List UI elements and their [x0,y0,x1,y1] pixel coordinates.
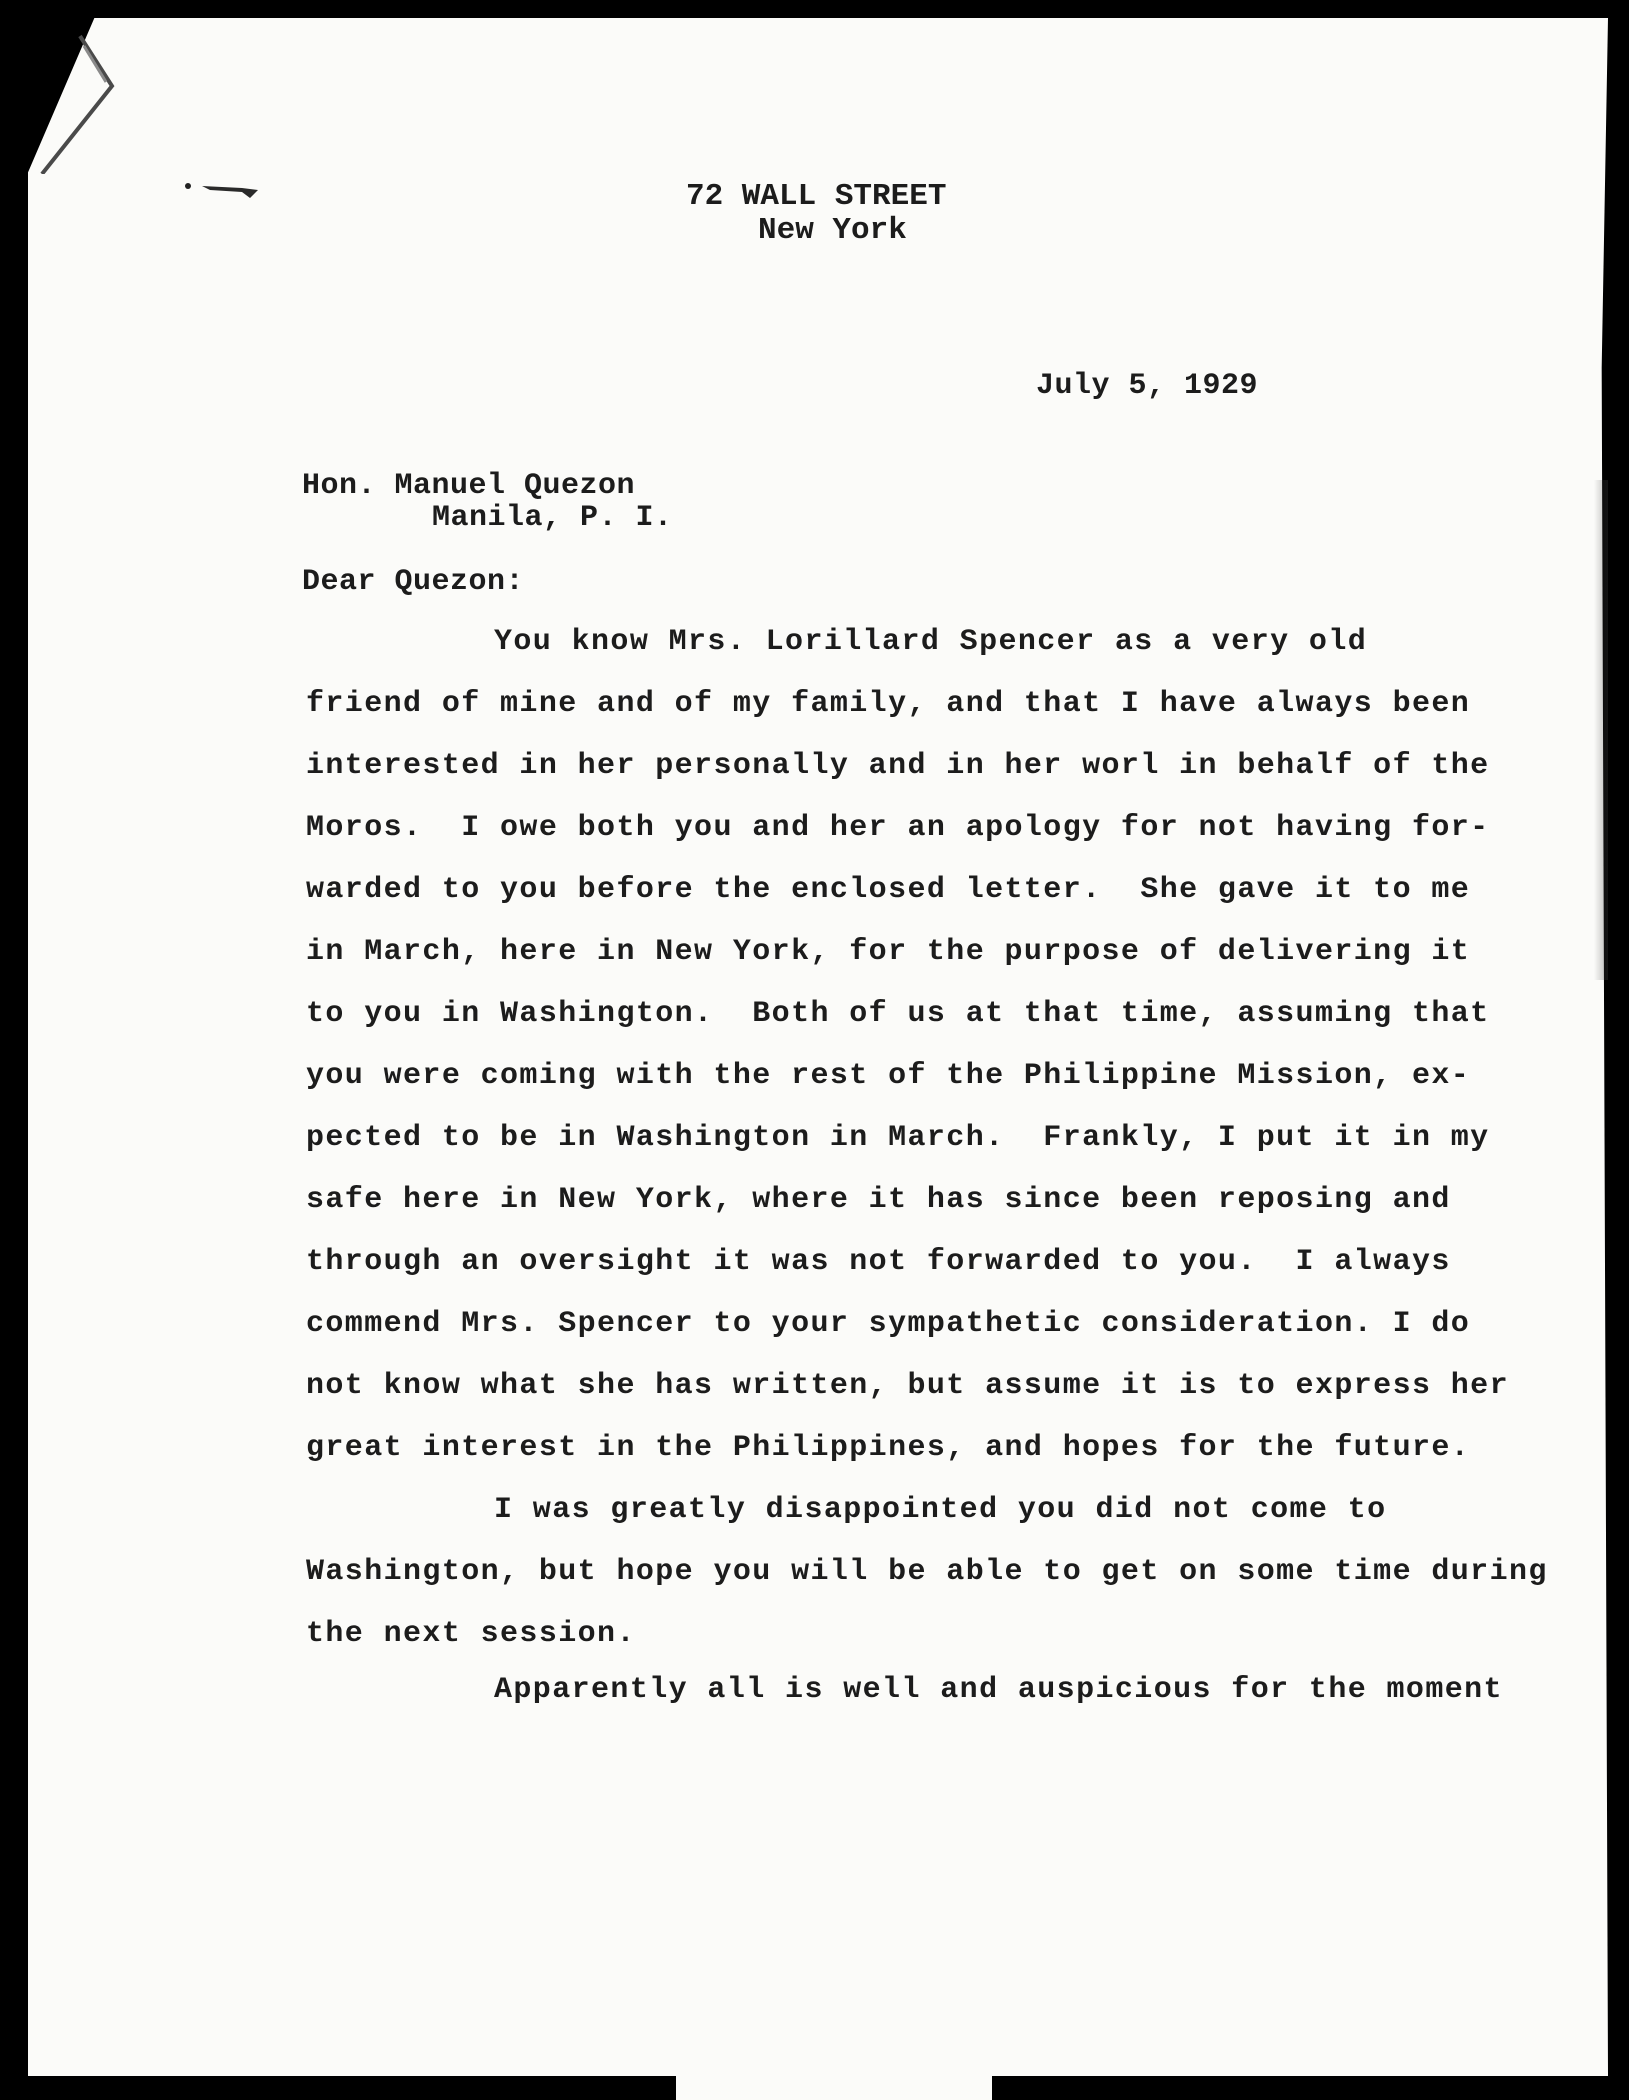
letterhead-street: 72 WALL STREET [686,179,947,214]
letterhead-city: New York [758,213,907,248]
ink-smudge [180,180,270,202]
body-line: through an oversight it was not forwarded to you. I always [306,1245,1451,1279]
body-line: to you in Washington. Both of us at that time, assuming that [306,997,1490,1031]
body-line: You know Mrs. Lorillard Spencer as a very old [494,625,1368,659]
letterhead [686,180,966,248]
letter-date: July 5, 1929 [1036,369,1259,403]
archive-label-tab [676,2070,992,2100]
page-edge-shadow [1594,480,1608,980]
body-line: I was greatly disappointed you did not come to [494,1493,1387,1527]
body-line: interested in her personally and in her worl in behalf of the [306,749,1490,783]
body-line: great interest in the Philippines, and hopes for the future. [306,1431,1471,1465]
body-line: in March, here in New York, for the purpose of delivering it [306,935,1471,969]
body-line: the next session. [306,1617,636,1651]
recipient-location: Manila, P. I. [432,501,673,535]
letter-page [28,18,1608,2076]
body-line: friend of mine and of my family, and that I have always been [306,687,1471,721]
body-line: Moros. I owe both you and her an apology for not having for- [306,811,1490,845]
body-line: Washington, but hope you will be able to get on some time during [306,1555,1548,1589]
body-line: Apparently all is well and auspicious for the moment [494,1673,1503,1707]
body-line: you were coming with the rest of the Philippine Mission, ex- [306,1059,1471,1093]
body-line: safe here in New York, where it has since been reposing and [306,1183,1451,1217]
body-line: not know what she has written, but assume it is to express her [306,1369,1509,1403]
body-line: commend Mrs. Spencer to your sympathetic consideration. I do [306,1307,1471,1341]
body-line: warded to you before the enclosed letter. She gave it to me [306,873,1471,907]
recipient-name: Hon. Manuel Quezon [302,469,636,503]
salutation: Dear Quezon: [302,565,525,599]
body-line: pected to be in Washington in March. Frankly, I put it in my [306,1121,1490,1155]
